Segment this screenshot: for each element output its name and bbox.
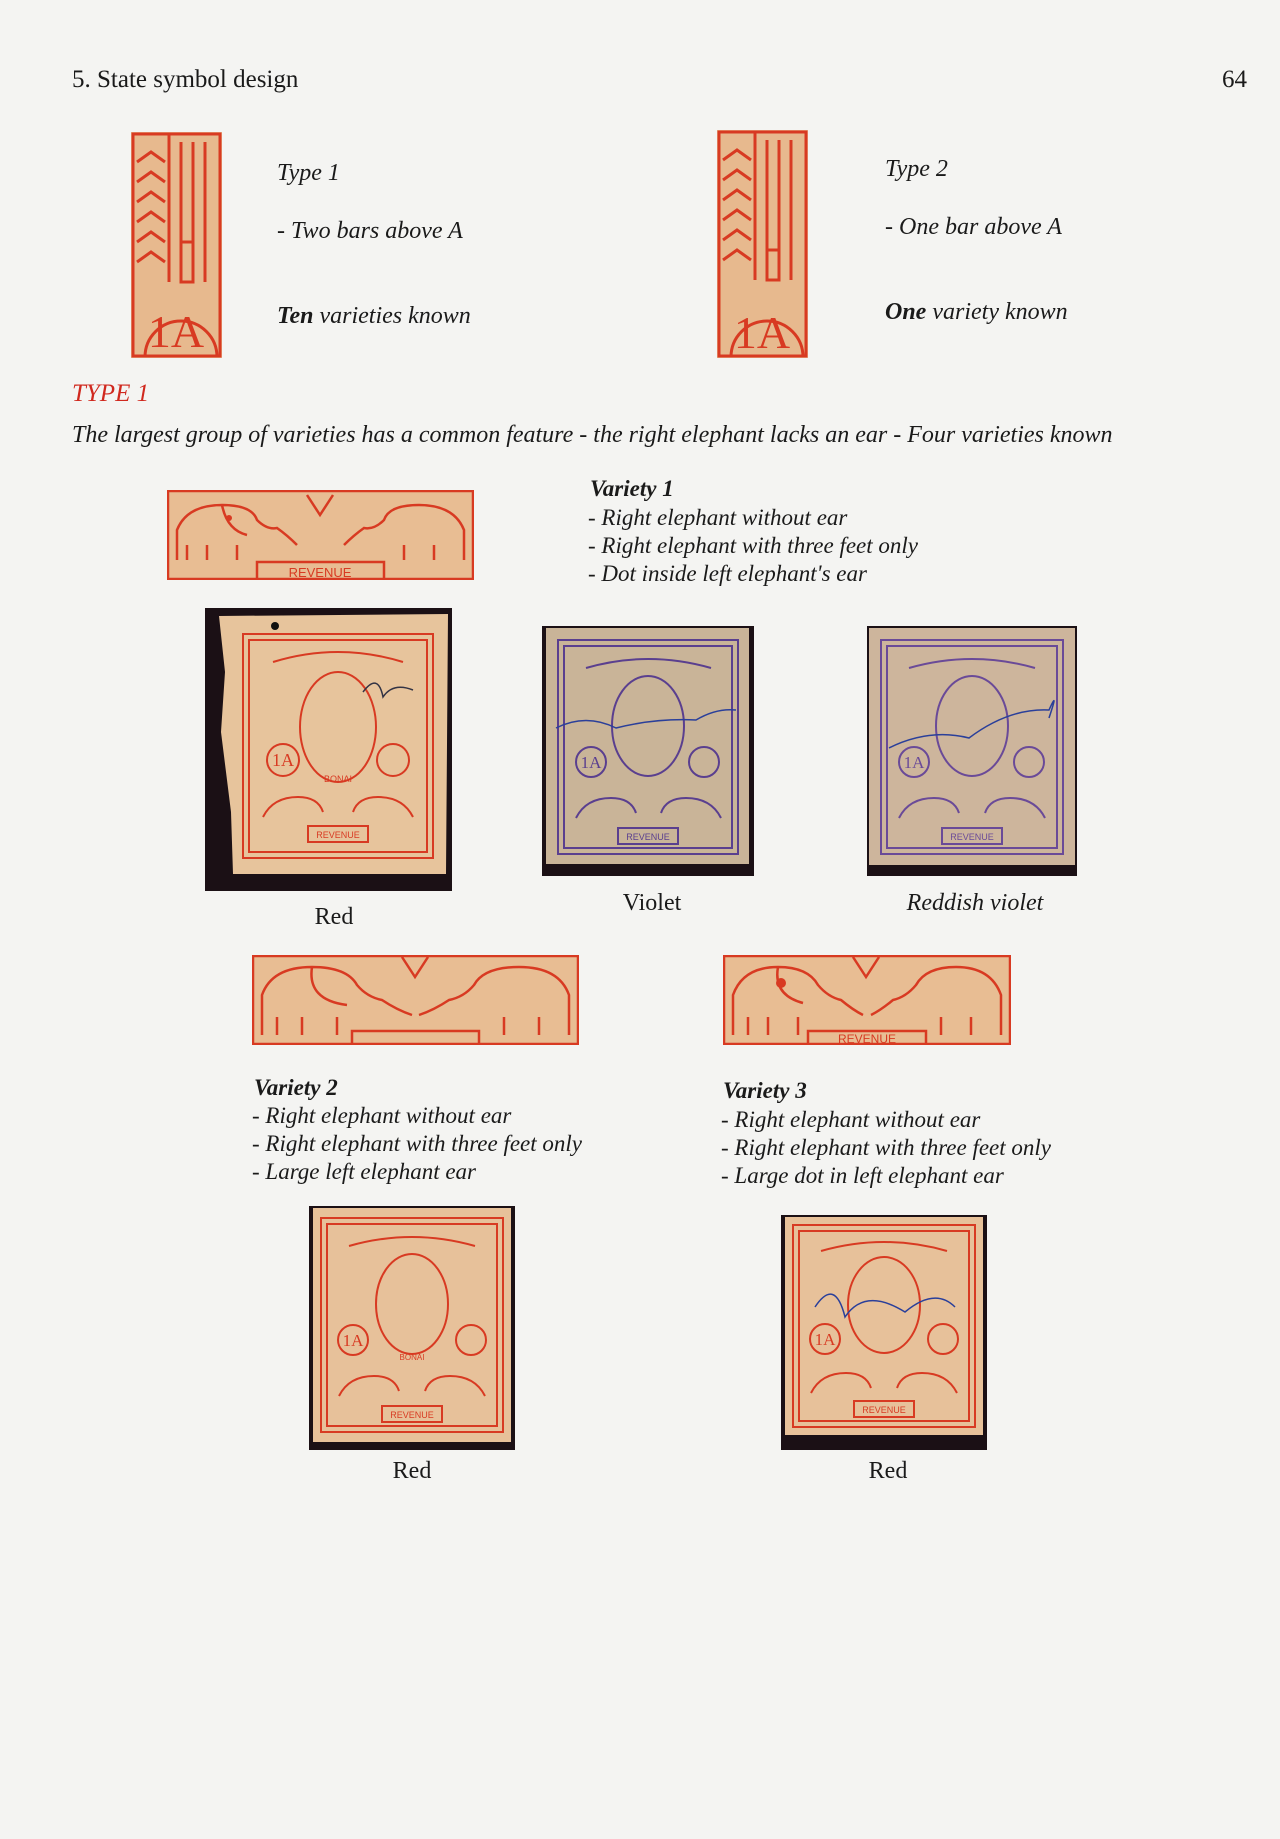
stamp-value-text: 1A <box>272 750 294 770</box>
caption-v1-red: Red <box>314 904 354 930</box>
type-1-count <box>277 303 471 330</box>
stamp-v3-red <box>785 1217 983 1435</box>
page-number: 64 <box>1222 66 1247 93</box>
revenue-text: REVENUE <box>316 830 360 840</box>
bonai-text: BONAI <box>323 774 353 784</box>
variety-2-title: Variety 2 <box>254 1075 338 1100</box>
stamp-v2-red <box>313 1208 511 1442</box>
stamp-value-text: 1A <box>342 1331 364 1350</box>
type-1-label: Type 1 <box>277 160 340 186</box>
variety-2-elephant-detail <box>252 955 579 1045</box>
type-1-stamp-detail <box>131 132 222 358</box>
section-heading: TYPE 1 <box>72 380 150 407</box>
stamp-value-text: 1A <box>814 1330 836 1349</box>
variety-2-item-1: - Right elephant without ear <box>252 1103 512 1128</box>
type-2-stamp-detail <box>717 130 808 358</box>
type-1-feature: - Two bars above A <box>277 218 463 244</box>
variety-3-item-1: - Right elephant without ear <box>721 1107 981 1132</box>
stamp-v1-red <box>213 612 450 876</box>
caption-v2-red: Red <box>392 1458 432 1484</box>
revenue-text: REVENUE <box>862 1405 906 1415</box>
variety-3-title: Variety 3 <box>723 1078 807 1103</box>
variety-3-item-3: - Large dot in left elephant ear <box>721 1163 1004 1188</box>
variety-2-item-3: - Large left elephant ear <box>252 1159 476 1184</box>
revenue-text: REVENUE <box>626 832 670 842</box>
stamp-value-text: 1A <box>147 306 205 357</box>
section-description: The largest group of varieties has a common feature - the right elephant lacks an ear - Four varieties known <box>72 422 1113 448</box>
stamp-value-text: 1A <box>903 753 925 772</box>
variety-1-elephant-detail <box>167 490 474 580</box>
stamp-value-text: 1A <box>733 307 791 358</box>
bonai-text: BONAI <box>399 1353 425 1362</box>
variety-1-item-3: - Dot inside left elephant's ear <box>588 561 867 586</box>
stamp-value-text: 1A <box>580 753 602 772</box>
variety-2-item-2: - Right elephant with three feet only <box>252 1131 583 1156</box>
revenue-text: REVENUE <box>288 565 352 580</box>
revenue-text: REVENUE <box>390 1410 434 1420</box>
caption-v3-red: Red <box>868 1458 908 1484</box>
page-title: 5. State symbol design <box>72 66 299 93</box>
revenue-text: REVENUE <box>837 1032 897 1045</box>
variety-3-item-2: - Right elephant with three feet only <box>721 1135 1052 1160</box>
variety-1-item-2: - Right elephant with three feet only <box>588 533 919 558</box>
type-1-count-text: varieties known <box>313 303 471 329</box>
stamp-v1-reddish-violet <box>869 628 1075 865</box>
type-2-feature: - One bar above A <box>885 214 1062 240</box>
caption-v1-reddish-violet: Reddish violet <box>906 890 1044 916</box>
caption-v1-violet: Violet <box>622 890 682 916</box>
variety-1-title: Variety 1 <box>590 476 674 501</box>
stamp-v1-violet <box>546 628 749 864</box>
variety-3-elephant-detail <box>723 955 1011 1045</box>
type-2-count-number: One <box>885 299 927 325</box>
variety-1-item-1: - Right elephant without ear <box>588 505 848 530</box>
type-1-count-number: Ten <box>277 303 314 329</box>
type-2-label: Type 2 <box>885 156 948 182</box>
type-2-count-text: variety known <box>926 299 1068 325</box>
revenue-text: REVENUE <box>950 832 994 842</box>
type-2-count <box>885 299 1068 326</box>
